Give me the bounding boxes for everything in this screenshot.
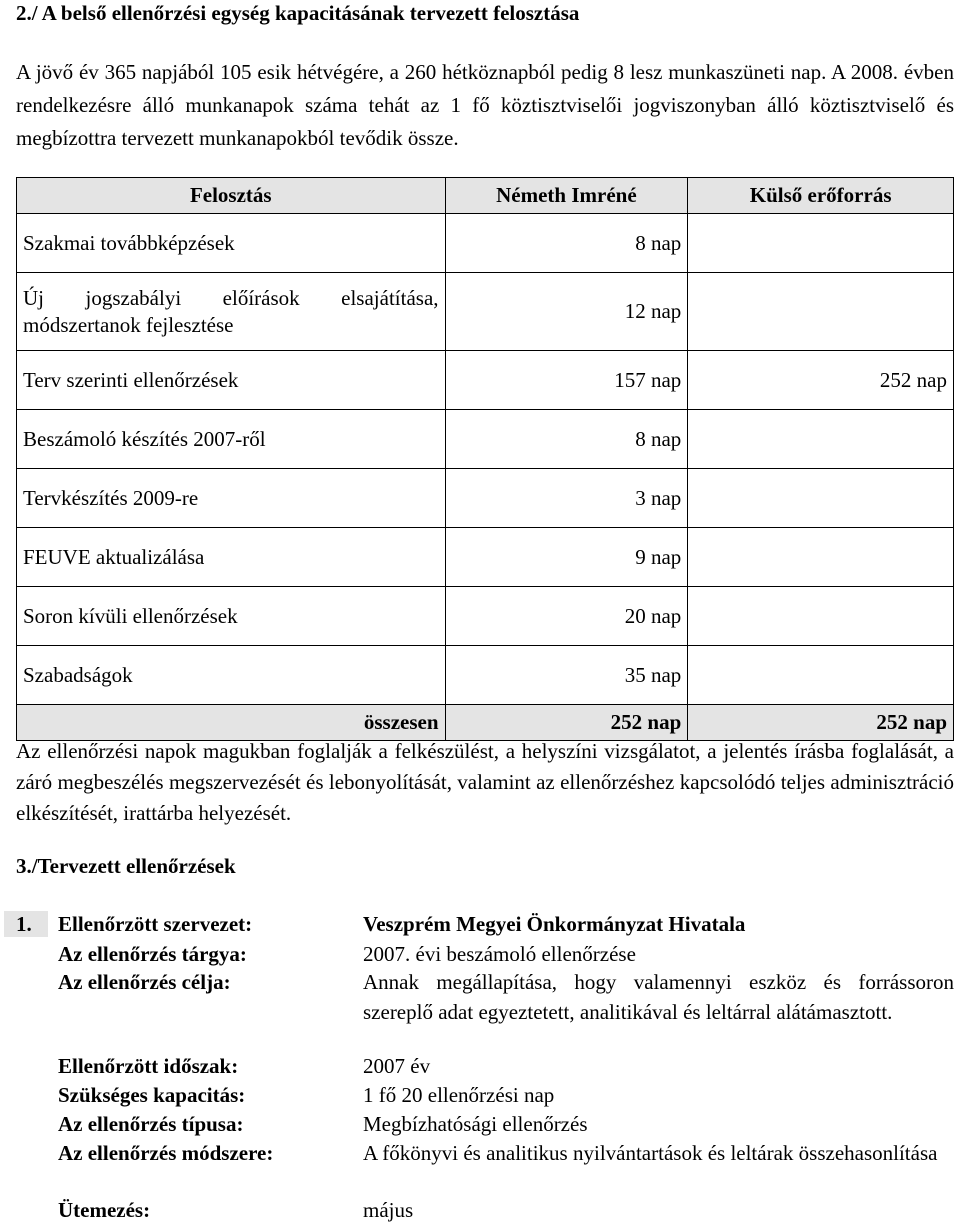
row-nemeth-value: 8 nap	[445, 214, 688, 273]
field-value-ellenorzott-idoszak: 2007 év	[363, 1054, 431, 1078]
total-nemeth-value: 252 nap	[445, 705, 688, 741]
table-header-row	[17, 178, 954, 214]
field-value-ellenorzes-targya: 2007. évi beszámoló ellenőrzése	[363, 942, 636, 966]
row-nemeth-value: 9 nap	[445, 528, 688, 587]
row-nemeth-value: 157 nap	[445, 351, 688, 410]
section-2-heading: 2./ A belső ellenőrzési egység kapacitásának tervezett felosztása	[16, 1, 580, 25]
row-label: Beszámoló készítés 2007-ről	[17, 410, 446, 469]
field-value-ellenorzott-szervezet: Veszprém Megyei Önkormányzat Hivatala	[363, 912, 746, 936]
table-row	[17, 646, 954, 705]
row-kulso-value	[688, 214, 954, 273]
field-label-ellenorzott-idoszak: Ellenőrzött időszak:	[58, 1054, 239, 1078]
table-row	[17, 351, 954, 410]
row-kulso-value: 252 nap	[688, 351, 954, 410]
capacity-allocation-table	[16, 177, 954, 741]
row-kulso-value	[688, 469, 954, 528]
row-label: Tervkészítés 2009-re	[17, 469, 446, 528]
table-row	[17, 469, 954, 528]
field-value-ellenorzes-celja: Annak megállapítása, hogy valamennyi eszköz és forrássoron szereplő adat egyeztetett, analitikával és leltárral alátámasztott.	[363, 970, 954, 1024]
field-label-ellenorzes-modszere: Az ellenőrzés módszere:	[58, 1141, 274, 1165]
row-kulso-value	[688, 410, 954, 469]
field-label-szukseges-kapacitas: Szükséges kapacitás:	[58, 1083, 246, 1107]
row-nemeth-value: 8 nap	[445, 410, 688, 469]
field-value-szukseges-kapacitas: 1 fő 20 ellenőrzési nap	[363, 1083, 555, 1107]
field-label-ellenorzes-targya: Az ellenőrzés tárgya:	[58, 942, 247, 966]
row-label: FEUVE aktualizálása	[17, 528, 446, 587]
row-nemeth-value: 20 nap	[445, 587, 688, 646]
table-row	[17, 273, 954, 351]
total-kulso-value: 252 nap	[688, 705, 954, 741]
field-value-utemezes: május	[363, 1198, 414, 1222]
header-kulso-eroforras: Külső erőforrás	[688, 178, 954, 214]
row-nemeth-value: 3 nap	[445, 469, 688, 528]
field-label-utemezes: Ütemezés:	[58, 1198, 151, 1222]
row-kulso-value	[688, 646, 954, 705]
row-label: Szabadságok	[17, 646, 446, 705]
field-label-ellenorzes-celja: Az ellenőrzés célja:	[58, 970, 231, 994]
audit-item-number: 1.	[4, 911, 48, 937]
row-nemeth-value: 12 nap	[445, 273, 688, 351]
field-value-ellenorzes-modszere: A főkönyvi és analitikus nyilvántartások és leltárak összehasonlítása	[363, 1141, 938, 1165]
row-kulso-value	[688, 587, 954, 646]
row-label: Szakmai továbbképzések	[17, 214, 446, 273]
header-felosztas: Felosztás	[17, 178, 446, 214]
section-3-heading: 3./Tervezett ellenőrzések	[16, 854, 236, 878]
field-label-ellenorzott-szervezet: Ellenőrzött szervezet:	[58, 912, 253, 936]
row-nemeth-value: 35 nap	[445, 646, 688, 705]
header-nemeth-imrene: Németh Imréné	[445, 178, 688, 214]
note-paragraph: Az ellenőrzési napok magukban foglalják a felkészülést, a helyszíni vizsgálatot, a jelentés írásba foglalását, a záró megbeszélés megszervezését és lebonyolítását, valamint az ellenőrzéshez kapcsolódó teljes adminisztráció elkészítését, irattárba helyezését.	[16, 739, 954, 825]
table-row	[17, 528, 954, 587]
field-label-ellenorzes-tipusa: Az ellenőrzés típusa:	[58, 1112, 244, 1136]
row-kulso-value	[688, 528, 954, 587]
field-value-ellenorzes-tipusa: Megbízhatósági ellenőrzés	[363, 1112, 588, 1136]
table-row	[17, 410, 954, 469]
row-label: Soron kívüli ellenőrzések	[17, 587, 446, 646]
total-label: összesen	[17, 705, 446, 741]
table-row	[17, 214, 954, 273]
table-row	[17, 587, 954, 646]
row-label: Új jogszabályi előírások elsajátítása, módszertanok fejlesztése	[17, 273, 446, 351]
intro-paragraph: A jövő év 365 napjából 105 esik hétvégére, a 260 hétköznapból pedig 8 lesz munkaszüneti nap. A 2008. évben rendelkezésre álló munkanapok száma tehát az 1 fő köztisztviselői jogviszonyban álló köztisztviselő és megbízottra tervezett munkanapokból tevődik össze.	[16, 60, 954, 150]
row-label: Terv szerinti ellenőrzések	[17, 351, 446, 410]
row-kulso-value	[688, 273, 954, 351]
